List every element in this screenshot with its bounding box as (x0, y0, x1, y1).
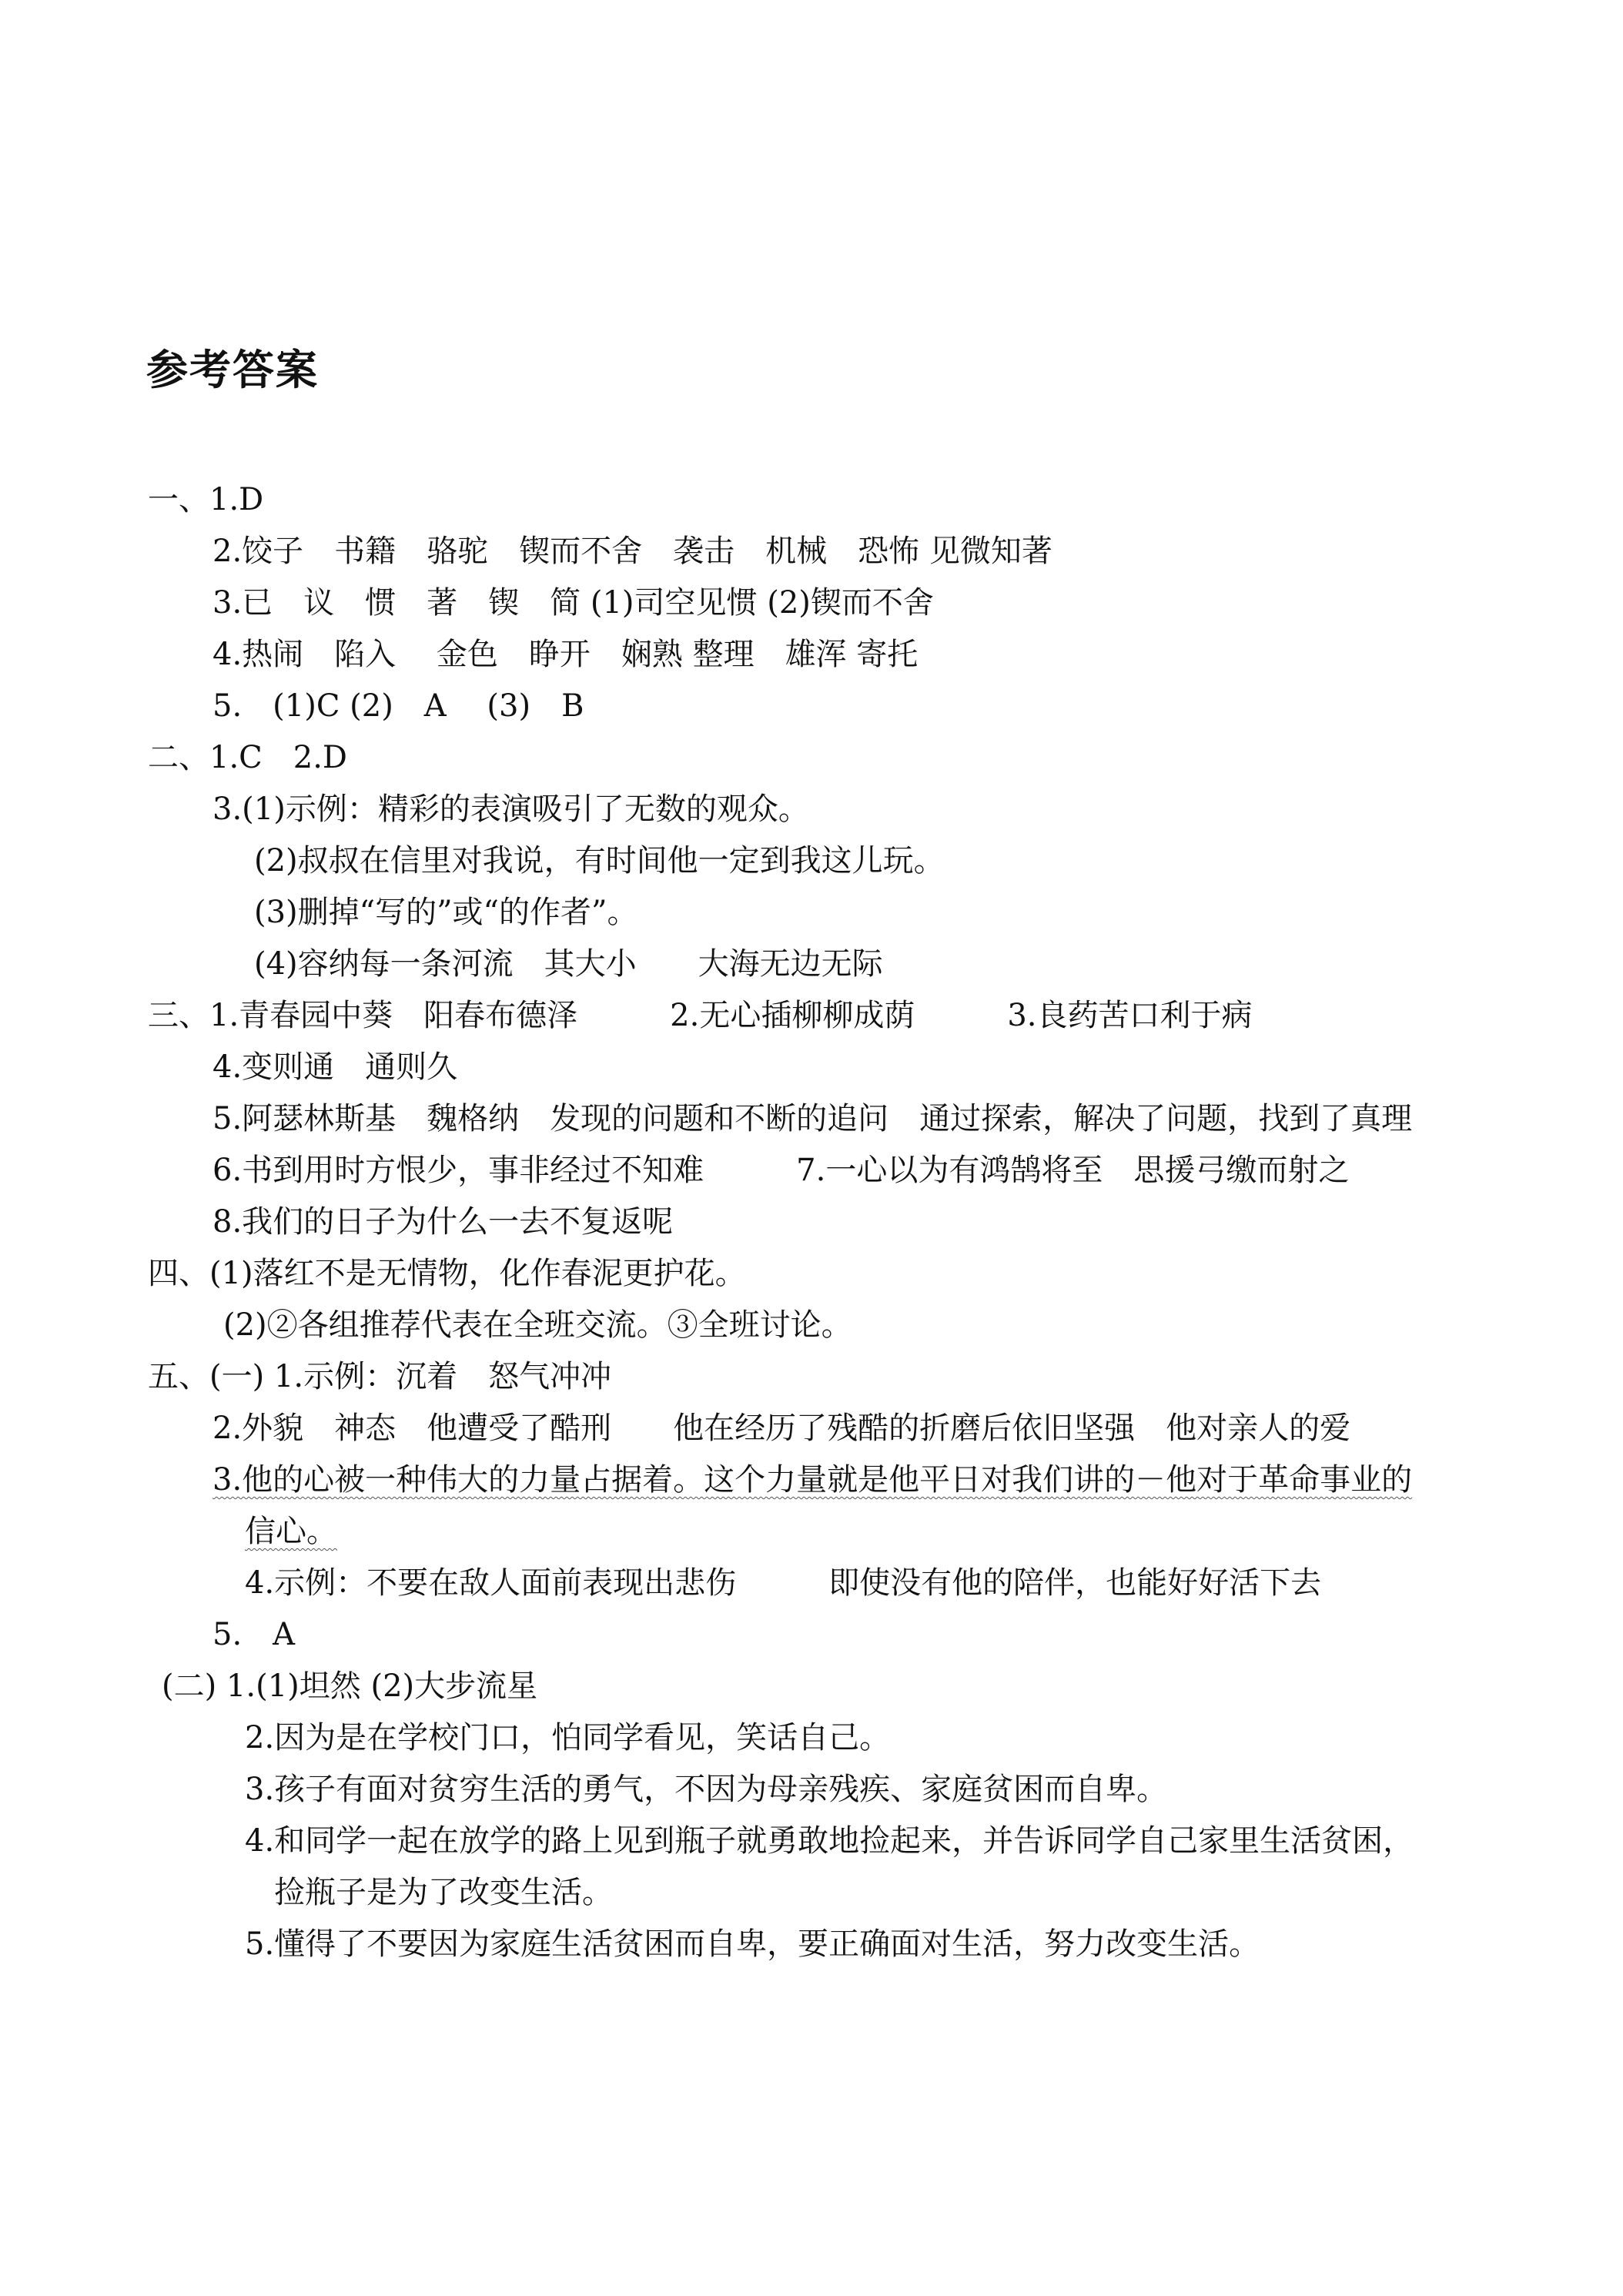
answer-line: 4.变则通 通则久 (212, 1049, 458, 1085)
answer-line: 4.和同学一起在放学的路上见到瓶子就勇敢地捡起来，并告诉同学自己家里生活贫困， (245, 1823, 1414, 1859)
answer-line: 2.饺子 书籍 骆驼 锲而不舍 袭击 机械 恐怖 见微知著 (212, 534, 1052, 569)
answer-line: (3)删掉“写的”或“的作者”。 (254, 895, 638, 930)
answer-line: 5. A (212, 1617, 296, 1652)
answer-line: (2)叔叔在信里对我说，有时间他一定到我这儿玩。 (254, 843, 945, 879)
answer-line: 4.示例：不要在敌人面前表现出悲伤 即使没有他的陪伴，也能好好活下去 (245, 1565, 1322, 1601)
answer-line: 5.阿瑟林斯基 魏格纳 发现的问题和不断的追问 通过探索，解决了问题，找到了真理 (212, 1101, 1413, 1136)
answer-line: 二、1.C 2.D (148, 740, 348, 775)
answer-line: 三、1.青春园中葵 阳春布德泽 2.无心插柳柳成荫 3.良药苦口利于病 (148, 998, 1253, 1033)
answer-line: 2.外貌 神态 他遭受了酷刑 他在经历了残酷的折磨后依旧坚强 他对亲人的爱 (212, 1411, 1351, 1446)
answer-line: (4)容纳每一条河流 其大小 大海无边无际 (254, 946, 883, 982)
answer-line: 一、1.D (148, 482, 264, 517)
answer-line: 3.孩子有面对贫穷生活的勇气，不因为母亲残疾、家庭贫困而自卑。 (245, 1772, 1168, 1807)
answer-line: 五、(一) 1.示例：沉着 怒气冲冲 (148, 1359, 612, 1394)
answer-line: (2)②各组推荐代表在全班交流。③全班讨论。 (223, 1307, 852, 1343)
answer-line: 3.已 议 惯 著 锲 简 (1)司空见惯 (2)锲而不舍 (212, 585, 934, 621)
answer-line: 四、(1)落红不是无情物，化作春泥更护花。 (148, 1256, 746, 1291)
answer-line: 8.我们的日子为什么一去不复返呢 (212, 1204, 674, 1240)
answer-line: 捡瓶子是为了改变生活。 (274, 1875, 613, 1910)
answer-line: 3.(1)示例：精彩的表演吸引了无数的观众。 (212, 792, 809, 827)
answer-line: (二) 1.(1)坦然 (2)大步流星 (162, 1668, 538, 1704)
answer-line: 2.因为是在学校门口，怕同学看见，笑话自己。 (245, 1720, 891, 1755)
answer-line: 5. (1)C (2) A (3) B (212, 688, 584, 724)
answer-line: 信心。 (245, 1514, 337, 1549)
answer-line: 3.他的心被一种伟大的力量占据着。这个力量就是他平日对我们讲的－他对于革命事业的 (212, 1462, 1413, 1498)
answer-line: 6.书到用时方恨少，事非经过不知难 7.一心以为有鸿鹄将至 思援弓缴而射之 (212, 1153, 1350, 1188)
answer-line: 5.懂得了不要因为家庭生活贫困而自卑，要正确面对生活，努力改变生活。 (245, 1926, 1260, 1962)
page-title: 参考答案 (146, 346, 319, 394)
answer-line: 4.热闹 陷入 金色 睁开 娴熟 整理 雄浑 寄托 (212, 637, 919, 672)
